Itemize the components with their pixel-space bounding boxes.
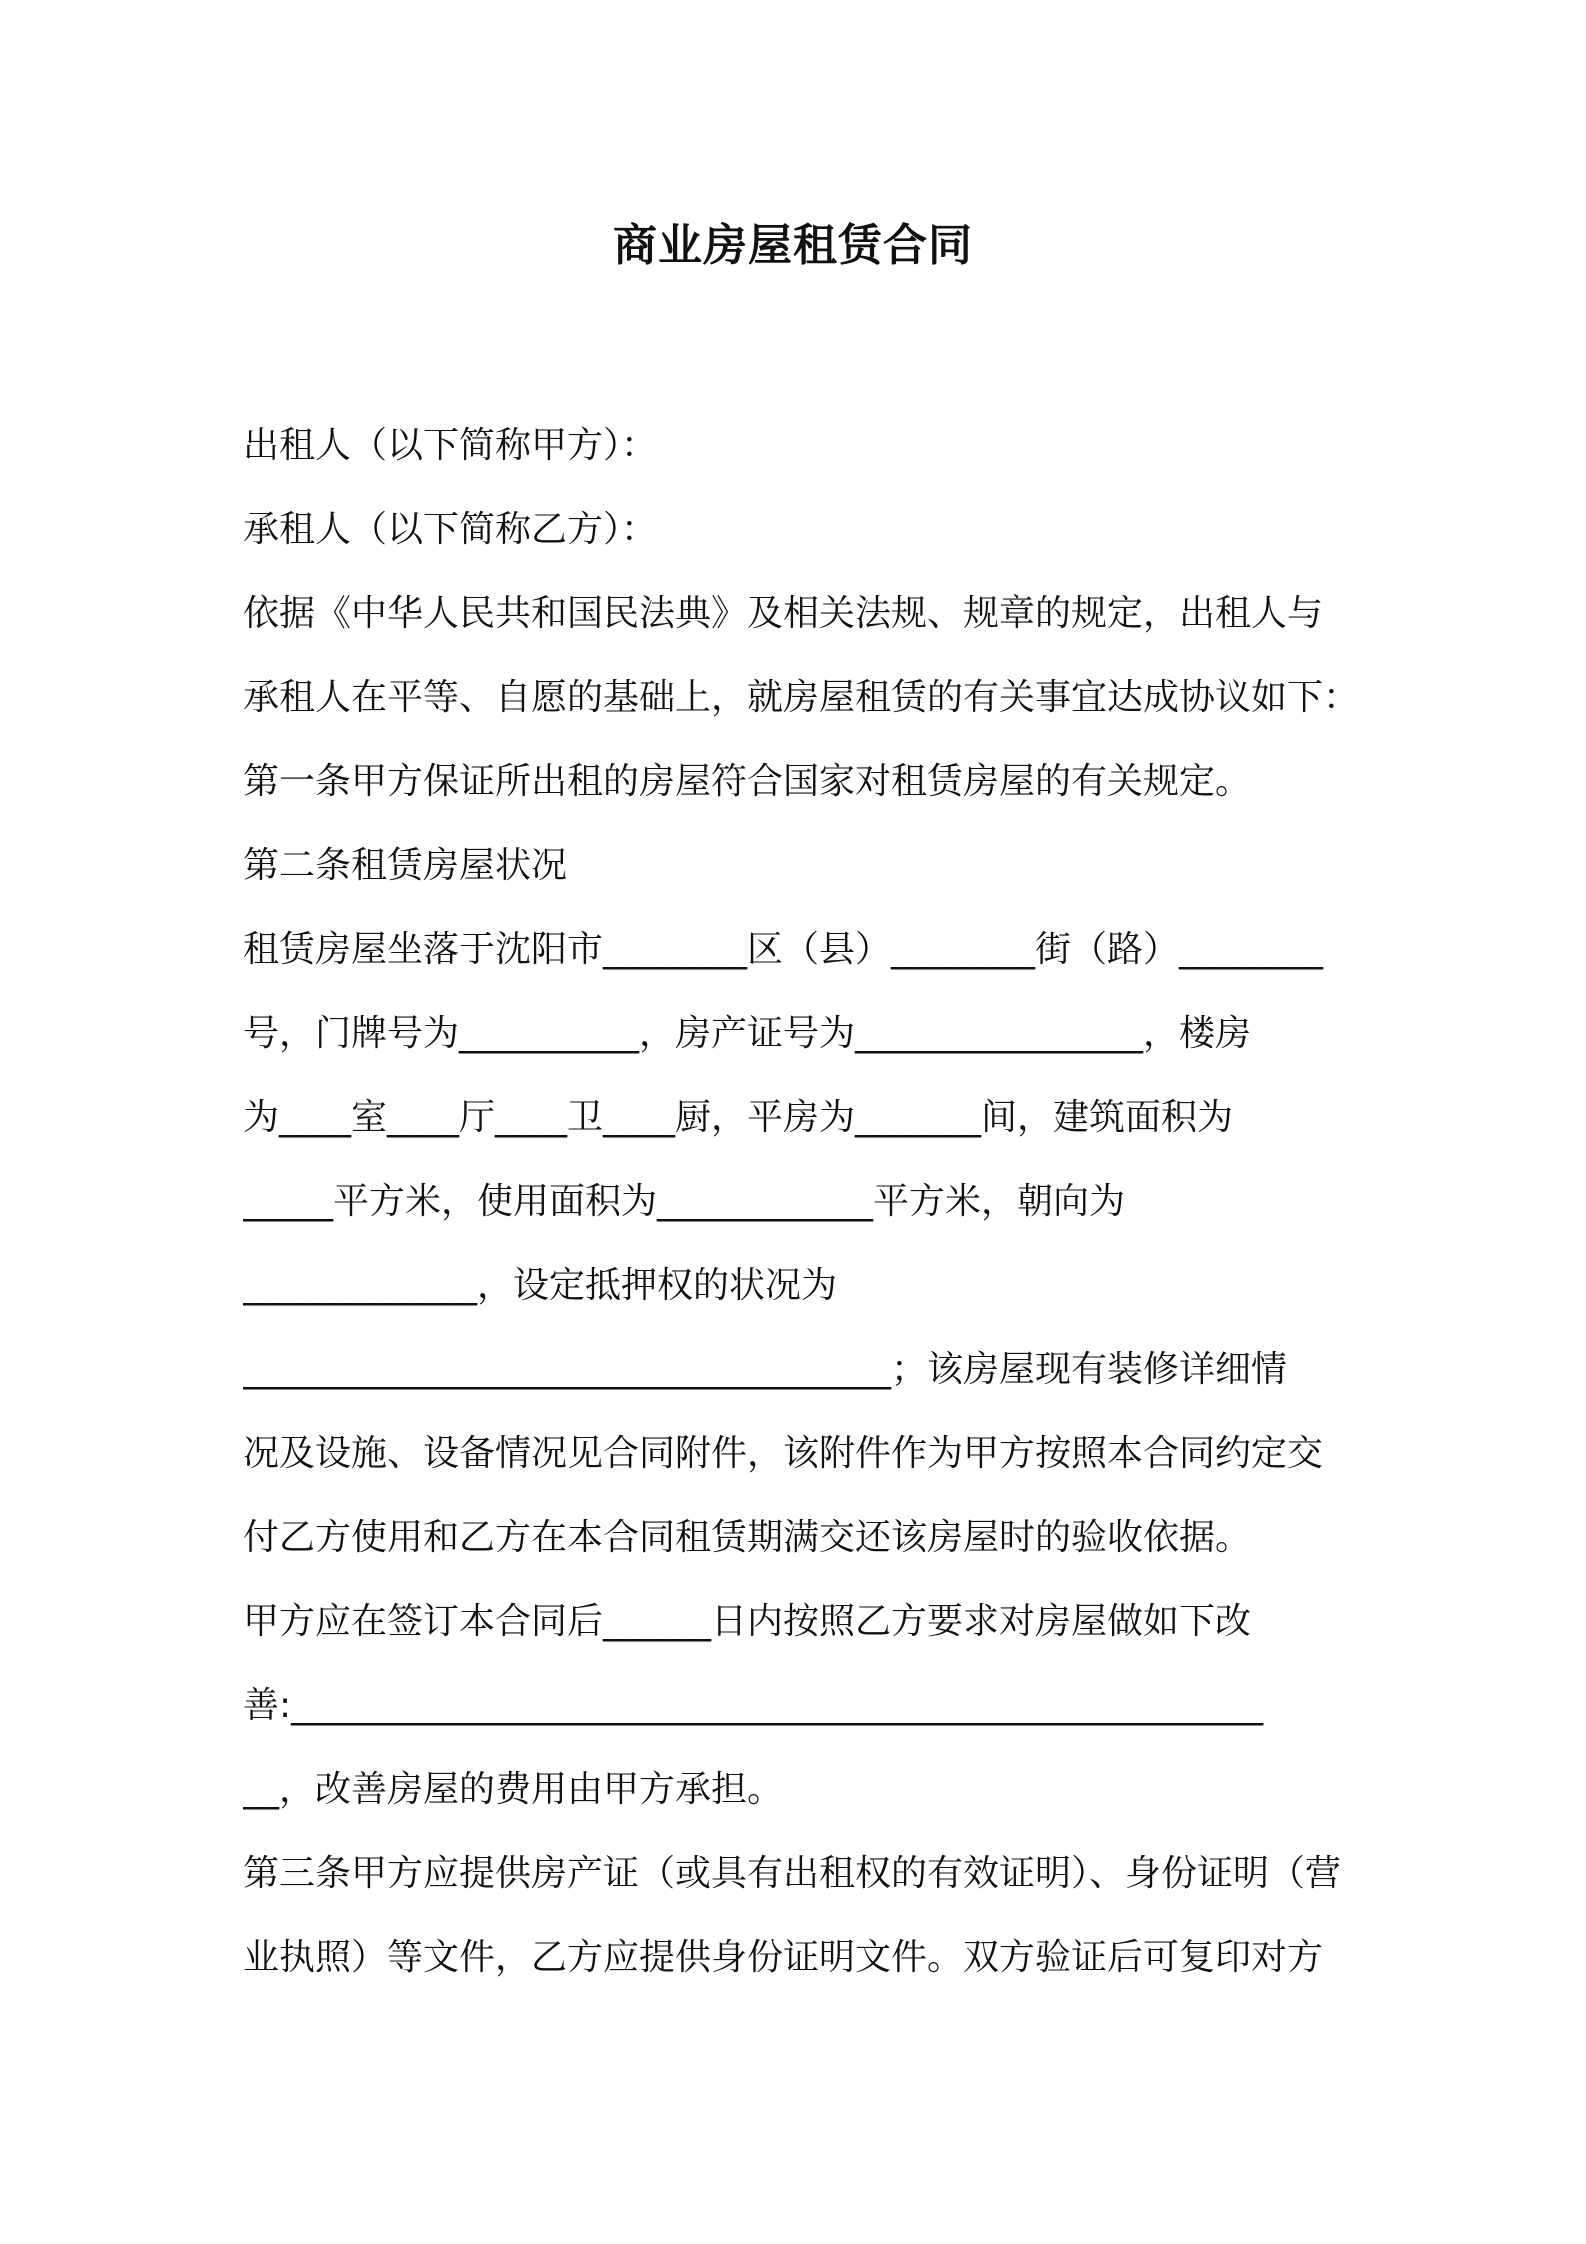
text-line: _____平方米，使用面积为____________平方米，朝向为 xyxy=(243,1181,1126,1222)
text-line: 租赁房屋坐落于沈阳市________区（县）________街（路）________ xyxy=(243,929,1324,970)
text-line: 承租人（以下简称乙方）： xyxy=(243,509,658,550)
text-line: 第三条甲方应提供房产证（或具有出租权的有效证明）、身份证明（营 xyxy=(243,1853,1342,1894)
text-line: 号，门牌号为__________，房产证号为________________，楼房 xyxy=(243,1013,1252,1054)
text-line: 甲方应在签订本合同后______日内按照乙方要求对房屋做如下改 xyxy=(243,1601,1252,1642)
text-line: 第二条租赁房屋状况 xyxy=(243,845,568,886)
text-line: 为____室____厅____卫____厨，平房为_______间，建筑面积为 xyxy=(243,1097,1234,1138)
text-line: __，改善房屋的费用由甲方承担。 xyxy=(243,1769,784,1810)
text-line: 承租人在平等、自愿的基础上，就房屋租赁的有关事宜达成协议如下： xyxy=(243,677,1360,718)
text-line: 出租人（以下简称甲方）： xyxy=(243,425,658,466)
text-line: 依据《中华人民共和国民法典》及相关法规、规章的规定，出租人与 xyxy=(243,593,1324,634)
document-title: 商业房屋租赁合同 xyxy=(613,220,973,271)
text-line: 况及设施、设备情况见合同附件，该附件作为甲方按照本合同约定交 xyxy=(243,1433,1324,1474)
text-line: 付乙方使用和乙方在本合同租赁期满交还该房屋时的验收依据。 xyxy=(243,1517,1252,1558)
document-body xyxy=(243,404,1363,2000)
text-line: _____________，设定抵押权的状况为 xyxy=(243,1265,838,1306)
text-line: 业执照）等文件，乙方应提供身份证明文件。双方验证后可复印对方 xyxy=(243,1937,1324,1978)
text-line: ____________________________________；该房屋现有装修详细情 xyxy=(243,1349,1288,1390)
text-line: 第一条甲方保证所出租的房屋符合国家对租赁房屋的有关规定。 xyxy=(243,761,1252,802)
text-line: 善:______________________________________________________ xyxy=(243,1685,1264,1726)
